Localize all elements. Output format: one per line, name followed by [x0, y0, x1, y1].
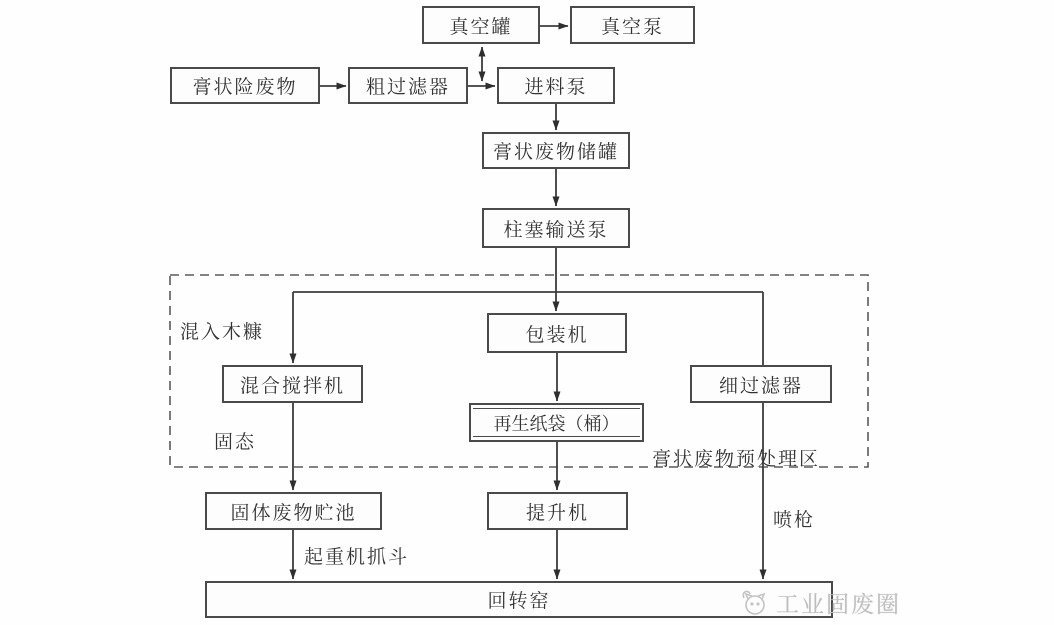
node-paste-hazardous-waste-label: 膏状险废物	[192, 77, 298, 98]
watermark-text: 工业固废圈	[776, 592, 901, 617]
node-coarse-filter	[348, 67, 468, 104]
node-solid-waste-storage-pit-label: 固体废物贮池	[230, 502, 357, 524]
node-vacuum-pump-label: 真空泵	[600, 16, 664, 38]
node-paste-waste-storage-tank	[482, 132, 630, 169]
node-packaging-machine-label: 包装机	[525, 324, 589, 346]
node-fine-filter	[690, 365, 832, 403]
node-hoist-label: 提升机	[525, 502, 589, 524]
node-vacuum-pump	[570, 6, 695, 44]
node-hoist	[487, 492, 628, 530]
node-paste-hazardous-waste	[170, 67, 320, 104]
node-vacuum-tank	[422, 6, 540, 44]
node-plunger-transfer-pump-label: 柱塞输送泵	[503, 219, 609, 241]
paper-bag-inner-bottom-line	[473, 436, 640, 437]
annotation-pretreatment-area: 膏状废物预处理区	[652, 449, 821, 470]
node-fine-filter-label: 细过滤器	[718, 375, 803, 397]
node-vacuum-tank-label: 真空罐	[449, 16, 513, 38]
node-coarse-filter-label: 粗过滤器	[365, 77, 450, 98]
node-plunger-transfer-pump	[482, 208, 630, 248]
node-paste-waste-storage-tank-label: 膏状废物储罐	[492, 142, 619, 163]
watermark	[738, 586, 901, 619]
node-recycled-paper-bag-label: 再生纸袋（桶）	[493, 413, 620, 434]
watermark-logo-icon	[738, 588, 772, 618]
annotation-solid-state: 固态	[214, 432, 257, 453]
node-recycled-paper-bag	[469, 403, 644, 442]
node-mixing-agitator	[222, 365, 363, 403]
node-mixing-agitator-label: 混合搅拌机	[239, 375, 345, 397]
node-solid-waste-storage-pit	[205, 492, 382, 530]
node-feed-pump-label: 进料泵	[524, 77, 588, 98]
node-rotary-kiln-label: 回转窑	[487, 591, 551, 612]
annotation-crane-grab: 起重机抓斗	[304, 547, 410, 568]
paper-bag-inner-top-line	[473, 408, 640, 409]
annotation-mix-sawdust: 混入木糠	[180, 322, 265, 343]
node-feed-pump	[497, 67, 615, 104]
node-packaging-machine	[487, 313, 627, 353]
annotation-spray-gun: 喷枪	[773, 510, 816, 531]
